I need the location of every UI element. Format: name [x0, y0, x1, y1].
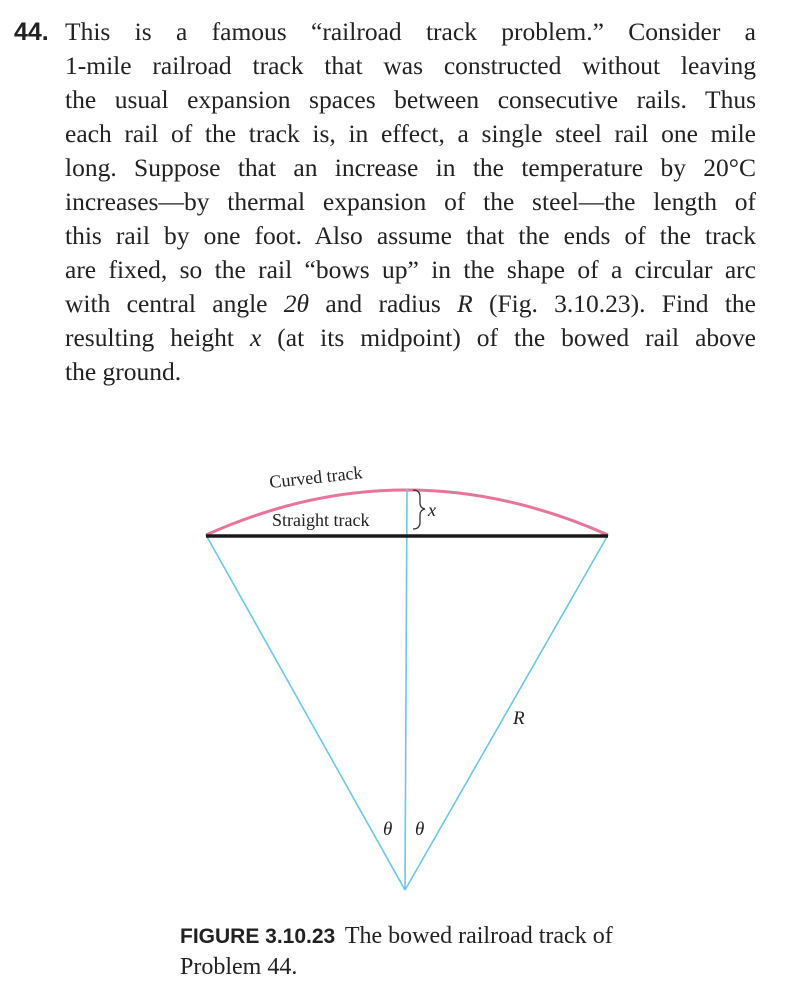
problem-text-line: long. Suppose that an increase in the temperature by 20°C [65, 153, 756, 182]
problem-text-line: each rail of the track is, in effect, a single steel rail one mile [65, 119, 756, 148]
figure-caption [180, 921, 650, 982]
theta-right-label: θ [415, 819, 425, 840]
problem-text-line [14, 287, 756, 321]
line10-post: (at its midpoint) of the bowed rail above [261, 323, 756, 352]
central-angle-2theta: 2θ [283, 289, 310, 318]
problem-number: 44. [14, 18, 49, 46]
center-radius-line [405, 489, 407, 890]
problem-text-line: the usual expansion spaces between consecutive rails. Thus [65, 85, 756, 114]
figure-label: FIGURE 3.10.23 [180, 925, 336, 948]
height-x: x [249, 323, 262, 352]
problem-text-line [14, 321, 756, 355]
problem-text-line: the ground. [65, 357, 182, 386]
straight-track-label: Straight track [272, 510, 370, 530]
problem-text-line: This is a famous “railroad track problem.” Consider a [65, 17, 756, 46]
problem-text-line: this rail by one foot. Also assume that the ends of the track [65, 221, 756, 250]
left-radius-line [206, 535, 405, 890]
line9-post: (Fig. 3.10.23). Find the [472, 289, 757, 318]
radius-R: R [457, 289, 473, 318]
problem-text-line: increases—by thermal expansion of the steel—the length of [65, 187, 756, 216]
line9-pre: with central angle [65, 289, 284, 318]
problem-text-line: are fixed, so the rail “bows up” in the shape of a circular arc [65, 255, 756, 284]
curved-track-label: Curved track [268, 462, 364, 492]
x-label: x [428, 500, 436, 520]
right-radius-line [405, 535, 608, 890]
caption-text: The bowed railroad track of Problem 44. [180, 923, 613, 980]
radius-label: R [513, 708, 525, 729]
problem-text-line: 1-mile railroad track that was constructed without leaving [65, 51, 756, 80]
line10-pre: resulting height [65, 323, 250, 352]
railroad-track-figure [0, 440, 790, 920]
problem-44 [14, 15, 756, 389]
line9-mid: and radius [309, 289, 458, 318]
x-brace [413, 490, 425, 529]
theta-left-label: θ [383, 819, 393, 840]
